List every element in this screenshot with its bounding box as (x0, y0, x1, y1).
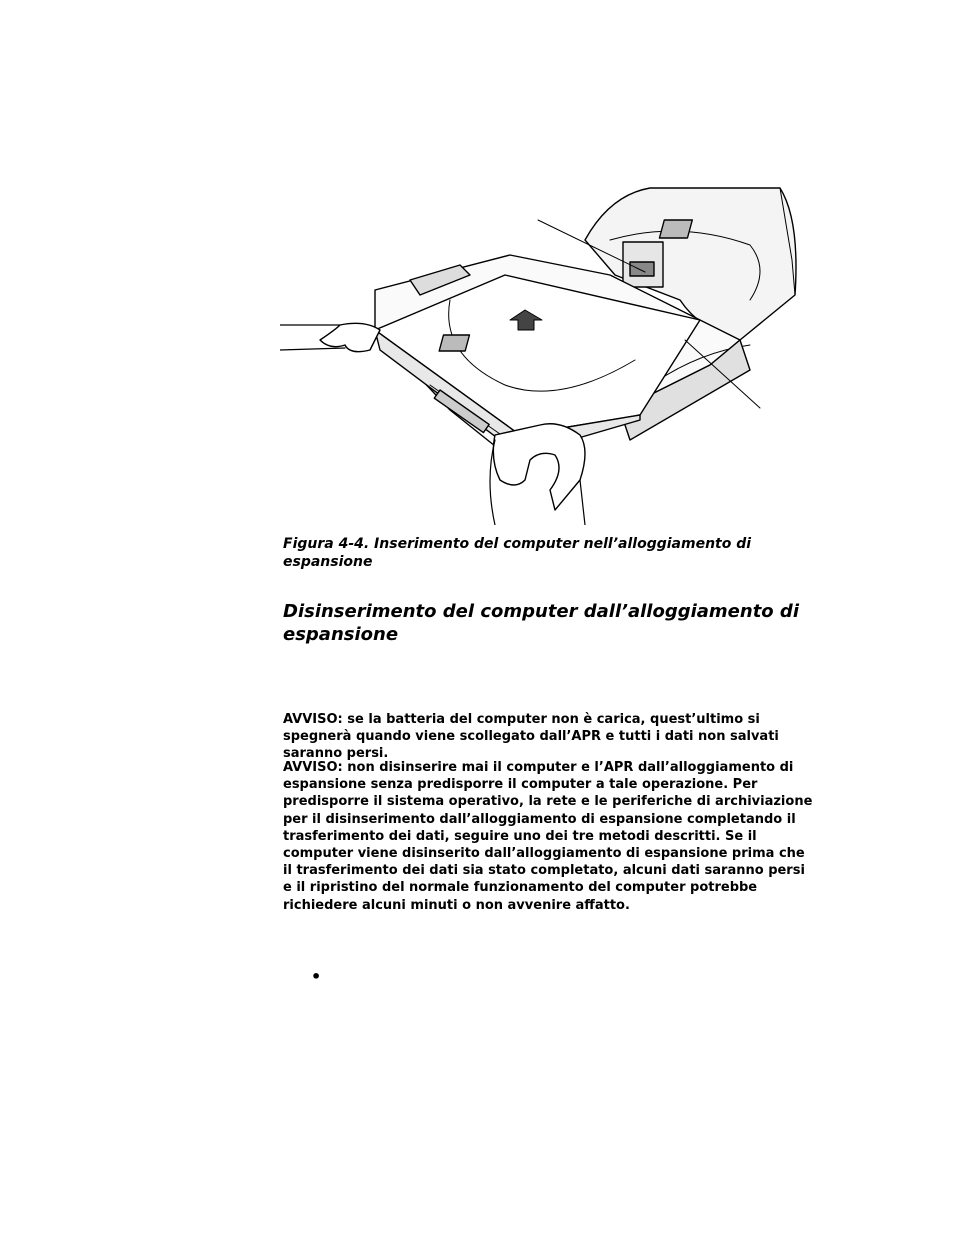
section-heading: Disinserimento del computer dall’alloggiamento di espansione (283, 601, 799, 645)
docking-figure (280, 180, 820, 525)
laptop-docking-illustration (280, 180, 820, 525)
figure-caption: Figura 4-4. Inserimento del computer nell’alloggiamento di espansione (283, 536, 752, 570)
notice-undock: AVVISO: non disinserire mai il computer e l’APR dall’alloggiamento di espansione senza predisporre il computer a tale operazione. Per predisporre il sistema operativo, la rete e le periferiche di archiviazione per il disinserimento dall’alloggiamento di espansione completando il trasferimento dei dati, seguire uno dei tre metodi descritti. Se il computer viene disinserito dall’alloggiamento di espansione prima che il trasferimento dei dati sia stato completato, alcuni dati saranno persi e il ripristino del normale funzionamento del computer potrebbe richiedere alcuni minuti o non avvenire affatto. (283, 760, 813, 913)
right-hand (493, 424, 585, 510)
left-hand (320, 323, 380, 351)
list-bullet: • (311, 967, 322, 986)
notice-battery: AVVISO: se la batteria del computer non è carica, quest’ultimo si spegnerà quando viene scollegato dall’APR e tutti i dati non salvati saranno persi. (283, 712, 779, 762)
laptop-logo (439, 335, 469, 351)
dock-connector-port (630, 262, 654, 276)
dock-logo (659, 220, 692, 238)
